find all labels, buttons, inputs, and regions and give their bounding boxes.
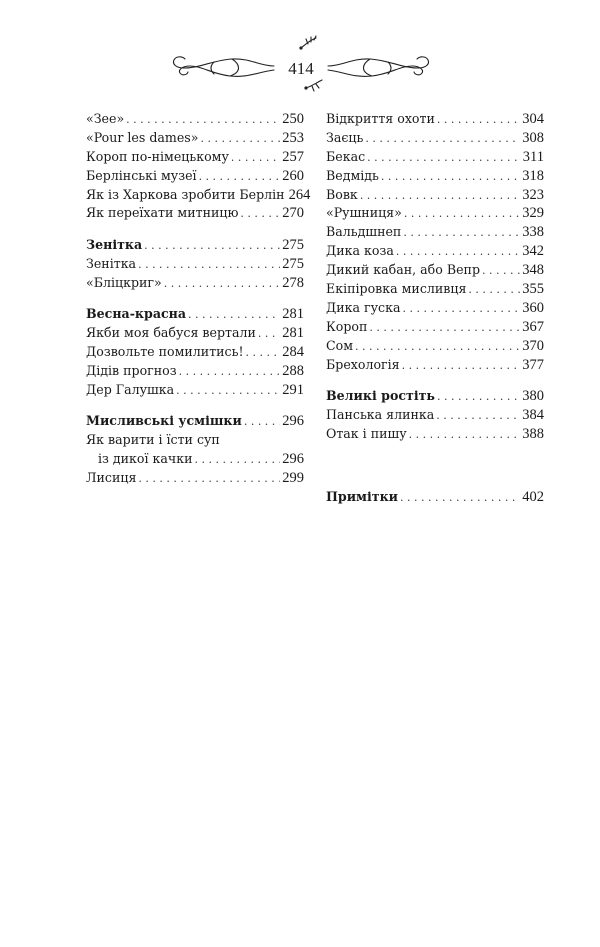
toc-page-number: 291 [282,381,304,398]
toc-page-number: 260 [282,167,304,184]
toc-page-number: 281 [282,306,304,323]
toc-section-heading [86,412,304,431]
toc-entry [326,167,544,186]
toc-entry-title: Заєць [326,129,364,145]
toc-entry-title: Панська ялинка [326,406,435,422]
toc-page-number: 318 [522,167,544,184]
toc-page-number: 308 [522,129,544,146]
toc-dot-leader [176,382,280,401]
toc-page-number: 281 [282,324,304,341]
toc-section-heading [86,305,304,324]
toc-page-number: 275 [282,255,304,272]
toc-entry [86,450,304,469]
toc-section-heading [326,488,544,507]
toc-dot-leader [437,388,520,407]
toc-page-number: 355 [522,281,544,298]
toc-entry [326,204,544,223]
toc-entry [86,431,304,450]
toc-page-number: 348 [522,262,544,279]
toc-page-number: 250 [282,111,304,127]
toc-entry [86,469,304,488]
toc-right-column [326,110,544,507]
toc-dot-leader [365,130,520,149]
toc-page-number: 338 [522,224,544,241]
toc-dot-leader [200,130,280,149]
toc-dot-leader [188,306,280,325]
toc-entry-title: Ведмідь [326,167,379,183]
toc-dot-leader [240,205,280,224]
toc-entry [86,343,304,362]
toc-dot-leader [164,275,281,294]
toc-dot-leader [367,149,521,168]
toc-page-number: 342 [522,243,544,260]
toc-page-number: 296 [282,450,304,467]
toc-dot-leader [246,344,281,363]
toc-page-number: 284 [282,343,304,360]
toc-entry [326,299,544,318]
toc-dot-leader [403,224,520,243]
toc-entry-title: Як із Харкова зробити Берлін [86,186,285,202]
toc-entry [86,274,304,293]
toc-entry [326,356,544,375]
toc-entry-title: Мисливські усмішки [86,412,242,428]
toc-page-number: 264 [288,186,311,203]
toc-dot-leader [144,237,280,256]
toc-entry [86,110,304,129]
toc-entry [86,148,304,167]
toc-entry-title: Вальдшнеп [326,224,402,240]
toc-entry-title: Дідів прогноз [86,362,177,378]
toc-entry-title: Отак і пишу [326,425,407,441]
toc-entry-title: Великі ростіть [326,387,435,403]
toc-entry-title: Якби моя бабуся вертали [86,324,256,340]
toc-entry-title: Берлінські музеї [86,167,197,183]
toc-entry-title: із дикої качки [98,450,193,466]
toc-entry [86,324,304,343]
toc-entry-title: Відкриття охоти [326,111,435,126]
toc-entry-title: Зенітка [86,236,143,252]
toc-entry [86,167,304,186]
toc-entry [326,318,544,337]
toc-entry [326,280,544,299]
toc-page-number: 377 [522,356,544,373]
toc-page-number: 296 [282,412,304,429]
toc-entry-title: «Бліцкриг» [86,274,162,290]
toc-dot-leader [409,426,521,445]
toc-dot-leader [402,357,521,376]
toc-dot-leader [381,168,520,187]
toc-entry [326,148,544,167]
toc-page-number: 370 [522,337,544,354]
toc-dot-leader [138,256,280,275]
toc-page-number: 388 [522,425,544,442]
toc-dot-leader [179,363,281,382]
toc-page-number: 380 [522,387,544,404]
toc-entry-title: «Рушниця» [326,205,402,221]
toc-entry-title: Короп [326,318,368,334]
toc-dot-leader [404,205,520,224]
toc-entry-title: Дика гуска [326,299,401,315]
toc-dot-leader [258,325,280,344]
toc-entry [86,362,304,381]
toc-entry [326,425,544,444]
toc-entry [86,129,304,148]
toc-entry [86,204,304,223]
toc-entry [86,381,304,400]
toc-dot-leader [355,338,520,357]
toc-page-number: 323 [522,186,544,203]
toc-entry [326,186,544,205]
toc-entry-title: Лисиця [86,469,137,485]
toc-page-number: 275 [282,236,304,253]
toc-entry-title: Сом [326,337,354,353]
toc-entry-title: Бекас [326,148,366,164]
page-header [170,28,432,98]
page-number: 414 [288,59,314,78]
toc-page-number: 304 [522,111,544,127]
toc-dot-leader [244,413,280,432]
toc-dot-leader [369,319,520,338]
toc-dot-leader [360,187,520,206]
toc-page-number: 384 [522,406,544,423]
toc-entry-title: «Pour les dames» [86,129,199,145]
toc-entry [326,337,544,356]
toc-entry [326,261,544,280]
toc-entry-title: Дер Галушка [86,381,175,397]
toc-page-number: 278 [282,274,304,291]
toc-dot-leader [126,111,280,130]
toc-page-number: 360 [522,299,544,316]
toc-entry-title: Екіпіровка мисливця [326,281,467,297]
toc-dot-leader [437,111,520,130]
toc-page-number: 367 [522,318,544,335]
toc-page-number: 270 [282,205,304,222]
toc-entry-title: Дика коза [326,243,394,259]
toc-page-number: 311 [522,148,544,165]
toc-page-number: 257 [282,148,304,165]
toc-entry [326,129,544,148]
toc-entry [86,255,304,274]
toc-entry-title: Брехологія [326,356,400,372]
toc-entry [326,406,544,425]
toc-entry [326,110,544,129]
toc-entry-title: Короп по-німецькому [86,148,229,164]
toc-entry-title: Як переїхати митницю [86,205,239,221]
toc-entry-title: Весна-красна [86,306,187,322]
toc-dot-leader [468,281,520,300]
toc-entry-title: Дикий кабан, або Вепр [326,262,481,278]
toc-section-heading [326,387,544,406]
toc-entry-title: Примітки [326,488,399,504]
toc-section-heading [86,236,304,255]
toc-entry [326,223,544,242]
toc-dot-leader [396,243,520,262]
toc-left-column [86,110,311,488]
toc-dot-leader [138,470,280,489]
toc-dot-leader [482,262,520,281]
toc-dot-leader [400,489,520,508]
toc-entry [326,242,544,261]
toc-entry-title: Зенітка [86,255,137,271]
toc-dot-leader [195,451,281,470]
toc-entry-title: Як варити і їсти суп [86,431,220,447]
toc-dot-leader [436,407,520,426]
toc-dot-leader [402,300,520,319]
toc-dot-leader [231,149,280,168]
toc-page-number: 253 [282,129,304,146]
toc-entry-title: Вовк [326,186,358,202]
toc-dot-leader [199,168,281,187]
toc-page-number: 299 [282,469,304,486]
toc-entry-title: «Зее» [86,111,125,126]
toc-entry-title: Дозвольте помилитись! [86,343,244,359]
toc-page-number: 329 [522,205,544,222]
toc-entry [86,186,311,205]
toc-page-number: 288 [282,362,304,379]
toc-page-number: 402 [522,488,544,505]
